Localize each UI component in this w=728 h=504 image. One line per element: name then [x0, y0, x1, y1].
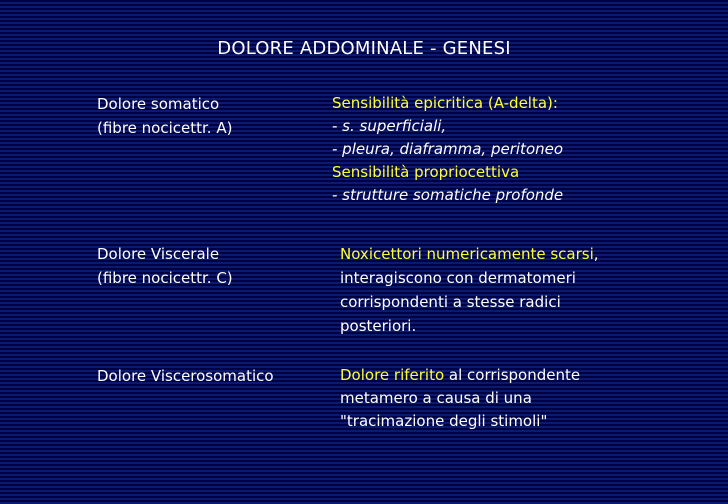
highlight-text: Dolore riferito — [340, 366, 445, 384]
description-line — [340, 364, 660, 387]
label-line: Dolore Viscerale — [97, 245, 220, 263]
description-line: - pleura, diaframma, peritoneo — [332, 140, 564, 158]
suffix-text: al corrispondente — [444, 366, 581, 384]
slide-title: DOLORE ADDOMINALE - GENESI — [217, 38, 511, 59]
suffix-text: , — [593, 245, 599, 263]
description-line: - strutture somatiche profonde — [332, 186, 564, 204]
row-description — [340, 364, 660, 433]
row-label — [97, 92, 327, 140]
label-line: Dolore somatico — [97, 95, 220, 113]
label-line: (fibre nocicettr. C) — [97, 269, 233, 287]
label-line: Dolore Viscerosomatico — [97, 367, 274, 385]
highlight-text: Noxicettori numericamente scarsi — [340, 245, 594, 263]
label-line: (fibre nocicettr. A) — [97, 119, 233, 137]
row-description — [340, 242, 660, 338]
description-line — [340, 242, 660, 266]
description-line: interagiscono con dermatomeri — [340, 269, 576, 287]
description-line: Sensibilità epicritica (A-delta): — [332, 94, 558, 112]
description-line: posteriori. — [340, 317, 417, 335]
row-description — [332, 92, 652, 207]
description-line: corrispondenti a stesse radici — [340, 293, 561, 311]
description-line: "tracimazione degli stimoli" — [340, 412, 548, 430]
row-label — [97, 242, 327, 290]
row-label — [97, 364, 327, 388]
description-line: - s. superficiali, — [332, 117, 447, 135]
description-line: metamero a causa di una — [340, 389, 532, 407]
description-line: Sensibilità propriocettiva — [332, 163, 520, 181]
